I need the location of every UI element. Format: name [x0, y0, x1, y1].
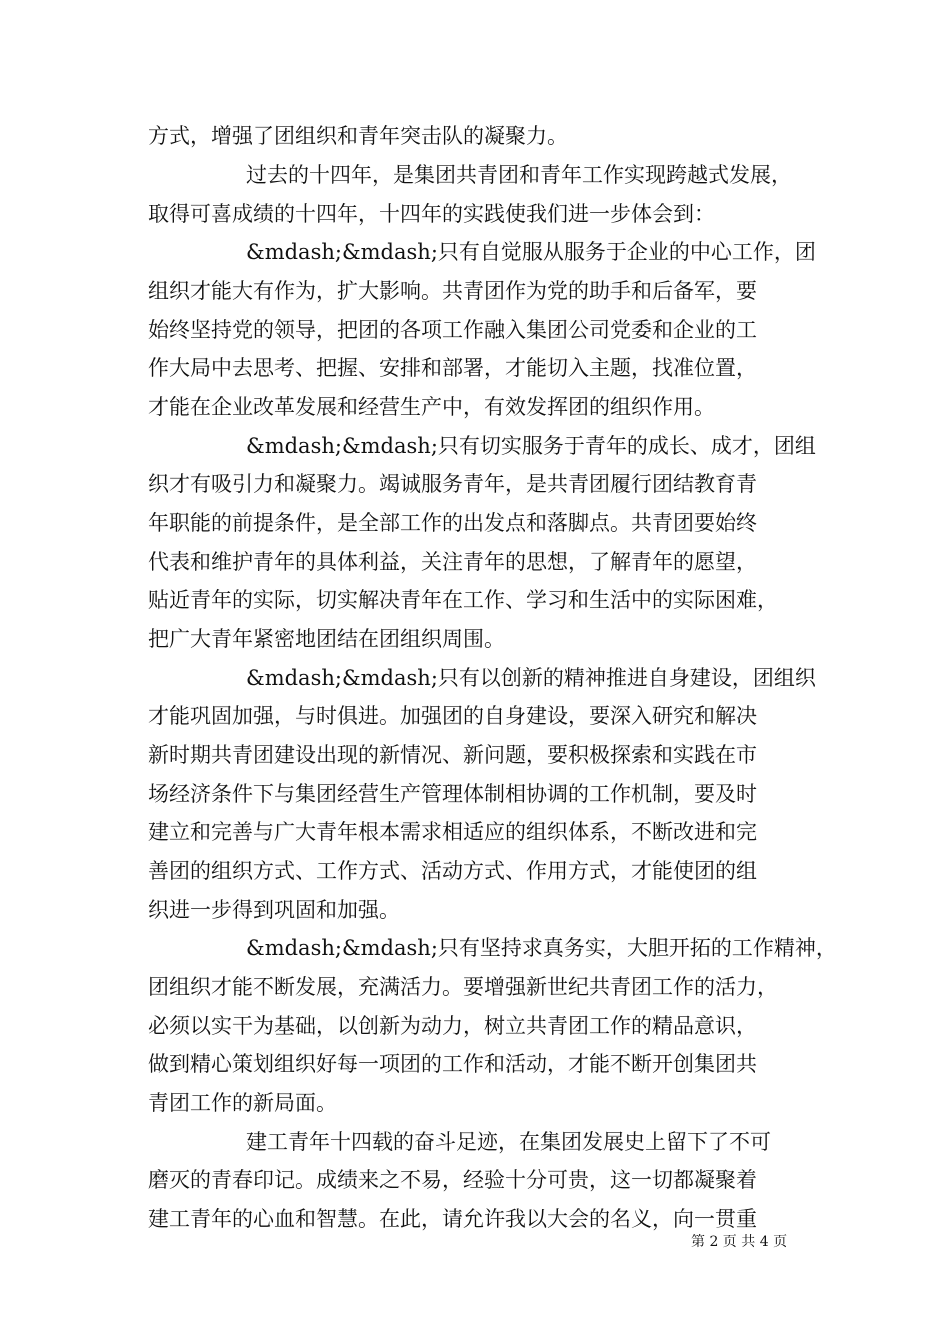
- text-line: 方式，增强了团组织和青年突击队的凝聚力。: [148, 124, 568, 148]
- text-line: 才能巩固加强，与时俱进。加强团的自身建设，要深入研究和解决: [148, 704, 757, 728]
- text-line: &mdash;&mdash;只有坚持求真务实，大胆开拓的工作精神，: [246, 936, 837, 960]
- text-line: 磨灭的青春印记。成绩来之不易，经验十分可贵，这一切都凝聚着: [148, 1168, 757, 1192]
- text-line: 青团工作的新局面。: [148, 1091, 337, 1115]
- text-line: 做到精心策划组织好每一项团的工作和活动，才能不断开创集团共: [148, 1052, 757, 1076]
- text-line: 过去的十四年，是集团共青团和青年工作实现跨越式发展，: [246, 163, 792, 187]
- text-line: 场经济条件下与集团经营生产管理体制相协调的工作机制，要及时: [148, 782, 757, 806]
- text-line: 建工青年的心血和智慧。在此，请允许我以大会的名义，向一贯重: [148, 1207, 757, 1231]
- text-line: 才能在企业改革发展和经营生产中，有效发挥团的组织作用。: [148, 395, 715, 419]
- text-line: 团组织才能不断发展，充满活力。要增强新世纪共青团工作的活力，: [148, 975, 778, 999]
- text-line: &mdash;&mdash;只有自觉服从服务于企业的中心工作，团: [246, 240, 816, 264]
- text-line: &mdash;&mdash;只有切实服务于青年的成长、成才，团组: [246, 434, 816, 458]
- text-line: 代表和维护青年的具体利益，关注青年的思想，了解青年的愿望，: [148, 550, 757, 574]
- text-line: 把广大青年紧密地团结在团组织周围。: [148, 627, 505, 651]
- text-line: 组织才能大有作为，扩大影响。共青团作为党的助手和后备军，要: [148, 279, 757, 303]
- text-line: 始终坚持党的领导，把团的各项工作融入集团公司党委和企业的工: [148, 318, 757, 342]
- text-line: 建立和完善与广大青年根本需求相适应的组织体系，不断改进和完: [148, 820, 757, 844]
- text-line: 织才有吸引力和凝聚力。竭诚服务青年，是共青团履行团结教育青: [148, 472, 757, 496]
- page-number-footer: 第 2 页 共 4 页: [691, 1234, 788, 1250]
- text-line: 作大局中去思考、把握、安排和部署，才能切入主题，找准位置，: [148, 356, 757, 380]
- text-line: 善团的组织方式、工作方式、活动方式、作用方式，才能使团的组: [148, 859, 757, 883]
- text-line: 必须以实干为基础，以创新为动力，树立共青团工作的精品意识，: [148, 1014, 757, 1038]
- text-line: 新时期共青团建设出现的新情况、新问题，要积极探索和实践在市: [148, 743, 757, 767]
- text-line: 织进一步得到巩固和加强。: [148, 898, 400, 922]
- text-line: 年职能的前提条件，是全部工作的出发点和落脚点。共青团要始终: [148, 511, 757, 535]
- text-line: 贴近青年的实际，切实解决青年在工作、学习和生活中的实际困难，: [148, 588, 778, 612]
- text-line: 取得可喜成绩的十四年，十四年的实践使我们进一步体会到：: [148, 202, 715, 226]
- text-line: 建工青年十四载的奋斗足迹，在集团发展史上留下了不可: [246, 1130, 771, 1154]
- text-line: &mdash;&mdash;只有以创新的精神推进自身建设，团组织: [246, 666, 816, 690]
